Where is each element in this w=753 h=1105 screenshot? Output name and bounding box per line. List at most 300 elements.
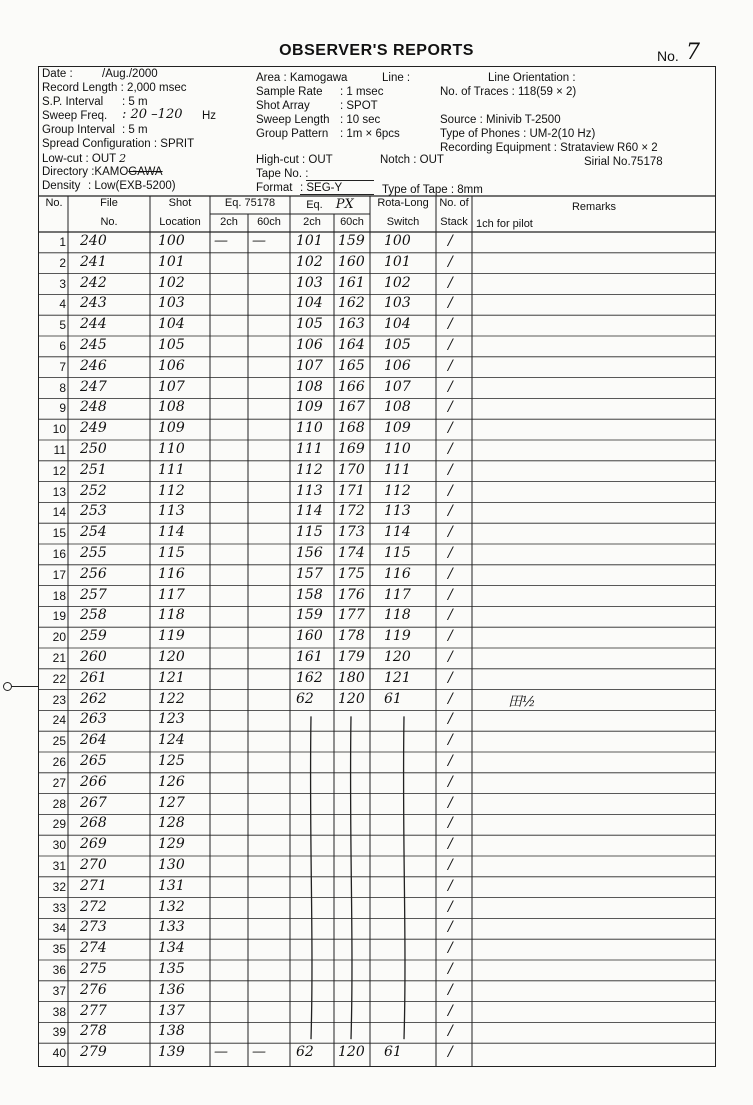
eq2-60ch-cell: 169 [338, 441, 365, 457]
stack-cell: / [448, 919, 453, 936]
shot-location-cell: 103 [158, 295, 185, 312]
sample-rate-label: Sample Rate [256, 86, 323, 98]
file-no-cell: 263 [80, 711, 107, 728]
eq2-2ch-cell: 160 [296, 628, 323, 645]
row-number-cell: 14 [52, 505, 66, 520]
rota-switch-cell: 102 [384, 274, 411, 291]
header-rota-line1: Rota-Long [377, 197, 429, 209]
file-no-cell: 247 [80, 378, 107, 395]
shot-location-cell: 117 [158, 586, 185, 603]
file-no-cell: 250 [80, 441, 107, 457]
high-cut-field: High-cut : OUT [256, 154, 333, 166]
shot-array-value: : SPOT [340, 100, 378, 112]
file-no-cell: 241 [80, 253, 107, 270]
serial-no-field: Sirial No.75178 [584, 156, 663, 168]
eq2-60ch-cell: 180 [338, 669, 365, 686]
shot-location-cell: 111 [158, 461, 185, 478]
eq2-60ch-cell: 168 [338, 420, 365, 437]
file-no-cell: 269 [80, 836, 107, 853]
record-length-label: Record Length : [42, 82, 124, 94]
row-number-cell: 4 [59, 297, 66, 312]
shot-location-cell: 131 [158, 877, 185, 894]
sp-interval-value: : 5 m [122, 96, 148, 108]
rota-switch-cell: 61 [384, 690, 402, 707]
file-no-cell: 243 [80, 295, 107, 312]
shot-location-cell: 138 [158, 1023, 185, 1040]
spread-configuration-field: Spread Configuration : SPRIT [42, 138, 195, 150]
row-number-cell: 36 [52, 963, 66, 977]
rota-switch-cell: 104 [384, 316, 411, 333]
format-label: Format [256, 182, 293, 194]
rota-switch-cell: 109 [384, 420, 411, 437]
stack-cell: / [448, 545, 453, 561]
eq2-60ch-cell: 120 [338, 1044, 365, 1061]
row-number-cell: 30 [52, 838, 66, 853]
shot-location-cell: 135 [158, 961, 185, 977]
shot-location-cell: 110 [158, 441, 185, 457]
shot-location-cell: 124 [158, 732, 185, 749]
shot-location-cell: 114 [158, 524, 185, 541]
line-field: Line : [382, 72, 411, 84]
stack-cell: / [448, 711, 453, 728]
row-number-cell: 33 [52, 900, 66, 915]
header-file-line2: No. [100, 216, 118, 228]
eq2-60ch-cell: 165 [338, 357, 365, 374]
stack-cell: / [448, 981, 453, 998]
stack-cell: / [448, 794, 453, 811]
file-no-cell: 248 [80, 399, 107, 416]
low-cut-label: Low-cut [42, 153, 83, 165]
header-eq1: Eq. 75178 [224, 197, 276, 209]
rota-switch-cell: 111 [384, 461, 411, 478]
stack-cell: / [448, 461, 453, 478]
shot-location-cell: 137 [158, 1002, 185, 1019]
shot-location-cell: 125 [158, 753, 185, 769]
eq2-2ch-cell: 106 [296, 337, 323, 353]
rota-switch-cell: 115 [384, 545, 411, 561]
date-label: Date : [42, 68, 73, 80]
row-number-cell: 25 [52, 734, 66, 749]
row-number-cell: 2 [59, 255, 66, 270]
row-number-cell: 7 [59, 359, 66, 374]
header-eq2-label: Eq. [306, 199, 323, 211]
eq2-2ch-cell: 62 [296, 690, 314, 707]
header-remarks: Remarks [571, 201, 616, 213]
eq2-2ch-cell: 113 [296, 482, 323, 499]
row-number-cell: 34 [52, 921, 66, 936]
date-value: /Aug./2000 [102, 68, 158, 80]
rota-switch-cell: 113 [384, 503, 411, 520]
row-number-cell: 31 [52, 859, 66, 873]
rota-switch-cell: 120 [384, 649, 411, 665]
density-label: Density [42, 180, 81, 192]
rota-switch-cell: 112 [384, 482, 411, 499]
eq2-2ch-cell: 103 [296, 274, 323, 291]
file-no-cell: 240 [80, 233, 107, 249]
header-eq1-2ch: 2ch [220, 216, 238, 228]
punch-hole-line [11, 686, 38, 687]
eq2-60ch-cell: 160 [338, 253, 365, 270]
file-no-cell: 270 [80, 857, 107, 873]
eq2-60ch-cell: 164 [338, 337, 365, 353]
eq2-60ch-cell: 174 [338, 545, 365, 561]
stack-cell: / [448, 1023, 453, 1040]
shot-location-cell: 128 [158, 815, 185, 832]
source-field: Source : Minivib T-2500 [440, 114, 561, 126]
row-number-cell: 8 [59, 380, 66, 395]
row-number-cell: 9 [59, 401, 66, 416]
eq2-2ch-cell: 62 [296, 1044, 314, 1061]
rota-switch-cell: 106 [384, 357, 411, 374]
sweep-freq-unit: Hz [202, 110, 217, 122]
rota-switch-cell: 101 [384, 253, 411, 270]
shot-location-cell: 123 [158, 711, 185, 728]
eq2-2ch-cell: 115 [296, 524, 323, 541]
shot-location-cell: 109 [158, 420, 185, 437]
eq2-2ch-cell: 112 [296, 461, 323, 478]
row-number-cell: 6 [59, 339, 66, 353]
stack-cell: / [448, 316, 453, 333]
file-no-cell: 249 [80, 420, 107, 437]
file-no-cell: 277 [80, 1002, 107, 1019]
rota-switch-cell: 105 [384, 337, 411, 353]
header-stack-line2: Stack [440, 216, 468, 228]
density-value: : Low(EXB-5200) [88, 180, 176, 192]
file-no-cell: 246 [80, 357, 107, 374]
stack-cell: / [448, 753, 453, 769]
shot-location-cell: 127 [158, 794, 185, 811]
eq2-2ch-cell: 157 [296, 565, 323, 582]
row-number-cell: 24 [52, 713, 66, 728]
shot-location-cell: 132 [158, 898, 185, 915]
file-no-cell: 255 [80, 545, 107, 561]
stack-cell: / [448, 898, 453, 915]
row-number-cell: 13 [52, 484, 66, 499]
header-remarks-note: 1ch for pilot [476, 218, 533, 230]
rota-switch-cell: 107 [384, 378, 411, 395]
row-number-cell: 20 [52, 630, 66, 645]
shot-location-cell: 116 [158, 565, 185, 582]
file-no-cell: 242 [80, 274, 107, 291]
eq2-2ch-cell: 158 [296, 586, 323, 603]
eq2-2ch-cell: 110 [296, 420, 323, 437]
shot-location-cell: 134 [158, 940, 185, 957]
header-no: No. [45, 197, 63, 209]
sp-interval-label: S.P. Interval [42, 96, 104, 108]
shot-location-cell: 102 [158, 274, 185, 291]
eq2-60ch-cell: 175 [338, 565, 365, 582]
eq1-60ch-cell: — [252, 1044, 266, 1061]
rota-switch-cell: 103 [384, 295, 411, 312]
remarks-cell: 田½ [508, 693, 536, 710]
row-number-cell: 26 [52, 755, 66, 769]
file-no-cell: 258 [80, 607, 107, 624]
shot-location-cell: 139 [158, 1044, 185, 1061]
file-no-cell: 257 [80, 586, 107, 603]
row-number-cell: 10 [52, 422, 66, 437]
row-number-cell: 29 [52, 817, 66, 832]
header-stack-line1: No. of [439, 197, 469, 209]
file-no-cell: 261 [80, 669, 107, 686]
shot-location-cell: 120 [158, 649, 185, 665]
record-length-value: 2,000 msec [127, 82, 187, 94]
file-no-cell: 245 [80, 337, 107, 353]
header-eq2 [290, 197, 370, 212]
ditto-stroke [311, 716, 312, 1039]
file-no-cell: 259 [80, 628, 107, 645]
shot-location-cell: 107 [158, 378, 185, 395]
eq2-60ch-cell: 161 [338, 274, 365, 291]
sample-rate-value: : 1 msec [340, 86, 384, 98]
notch-field: Notch : OUT [380, 154, 444, 166]
row-number-cell: 23 [52, 692, 66, 707]
eq2-60ch-cell: 179 [338, 649, 365, 665]
stack-cell: / [448, 420, 453, 437]
row-number-cell: 32 [52, 879, 66, 894]
header-eq2-2ch: 2ch [303, 216, 321, 228]
rota-switch-cell: 108 [384, 399, 411, 416]
eq2-2ch-cell: 162 [296, 669, 323, 686]
header-shot-line2: Location [159, 216, 201, 228]
stack-cell: / [448, 253, 453, 270]
header-file-line1: File [100, 197, 118, 209]
page-title: OBSERVER'S REPORTS [279, 42, 474, 59]
directory-label: Directory :KAMO [42, 166, 129, 178]
stack-cell: / [448, 378, 453, 395]
eq1-2ch-cell: — [214, 1044, 228, 1061]
stack-cell: / [448, 690, 453, 707]
rota-switch-cell: 114 [384, 524, 411, 541]
row-number-cell: 21 [52, 651, 66, 665]
shot-location-cell: 130 [158, 857, 185, 873]
eq2-60ch-cell: 178 [338, 628, 365, 645]
eq2-2ch-cell: 101 [296, 233, 323, 249]
header-eq1-60ch: 60ch [257, 216, 281, 228]
eq2-60ch-cell: 170 [338, 461, 365, 478]
file-no-cell: 271 [80, 877, 107, 894]
shot-location-cell: 126 [158, 773, 185, 790]
eq1-60ch-cell: — [252, 233, 266, 249]
stack-cell: / [448, 649, 453, 665]
stack-cell: / [448, 503, 453, 520]
no-of-traces-field: No. of Traces : 118(59 × 2) [440, 86, 577, 98]
tape-no-field: Tape No. : [256, 168, 309, 180]
stack-cell: / [448, 961, 453, 977]
ditto-stroke [351, 716, 352, 1039]
header-eq2-handwritten: PX [335, 197, 354, 212]
stack-cell: / [448, 1044, 453, 1061]
group-interval-value: : 5 m [122, 124, 148, 136]
rota-switch-cell: 61 [384, 1044, 402, 1061]
file-no-cell: 268 [80, 815, 107, 832]
row-number-cell: 5 [59, 318, 66, 333]
row-number-cell: 17 [52, 567, 66, 582]
stack-cell: / [448, 399, 453, 416]
stack-cell: / [448, 607, 453, 624]
shot-location-cell: 105 [158, 337, 185, 353]
eq2-2ch-cell: 102 [296, 253, 323, 270]
stack-cell: / [448, 940, 453, 957]
shot-location-cell: 108 [158, 399, 185, 416]
file-no-cell: 264 [80, 732, 107, 749]
eq2-60ch-cell: 162 [338, 295, 365, 312]
row-number-cell: 22 [52, 671, 66, 686]
file-no-cell: 266 [80, 773, 107, 790]
shot-location-cell: 121 [158, 669, 185, 686]
rota-switch-cell: 100 [384, 233, 411, 249]
eq2-60ch-cell: 173 [338, 524, 365, 541]
shot-location-cell: 113 [158, 503, 185, 520]
eq2-60ch-cell: 163 [338, 316, 365, 333]
file-no-cell: 244 [80, 316, 107, 333]
directory-struck-text: GAWA [128, 166, 163, 178]
row-number-cell: 35 [52, 942, 66, 957]
sweep-length-label: Sweep Length [256, 114, 330, 126]
row-number-cell: 16 [52, 547, 66, 561]
stack-cell: / [448, 1002, 453, 1019]
rota-switch-cell: 118 [384, 607, 411, 624]
type-of-phones-field: Type of Phones : UM-2(10 Hz) [440, 128, 596, 140]
file-no-cell: 265 [80, 753, 107, 769]
header-rota-line2: Switch [386, 216, 420, 228]
eq2-2ch-cell: 105 [296, 316, 323, 333]
stack-cell: / [448, 441, 453, 457]
report-no-value: 7 [686, 40, 700, 65]
file-no-cell: 251 [80, 461, 107, 478]
line-orientation-field: Line Orientation : [488, 72, 576, 84]
stack-cell: / [448, 732, 453, 749]
eq2-2ch-cell: 114 [296, 503, 323, 520]
shot-location-cell: 112 [158, 482, 185, 499]
file-no-cell: 256 [80, 565, 107, 582]
sweep-freq-value: : 20 –120 [122, 107, 183, 122]
stack-cell: / [448, 836, 453, 853]
report-no-label: No. [657, 48, 679, 64]
group-pattern-label: Group Pattern [256, 128, 329, 140]
eq2-2ch-cell: 156 [296, 545, 323, 561]
file-no-cell: 276 [80, 981, 107, 998]
rota-switch-cell: 121 [384, 669, 411, 686]
shot-array-label: Shot Array [256, 100, 310, 112]
stack-cell: / [448, 628, 453, 645]
shot-location-cell: 133 [158, 919, 185, 936]
row-number-cell: 28 [52, 796, 66, 811]
rota-switch-cell: 116 [384, 565, 411, 582]
stack-cell: / [448, 877, 453, 894]
file-no-cell: 274 [80, 940, 107, 957]
type-of-tape-field: Type of Tape : 8mm [382, 184, 483, 196]
shot-location-cell: 136 [158, 981, 185, 998]
stack-cell: / [448, 524, 453, 541]
eq2-2ch-cell: 107 [296, 357, 323, 374]
sweep-length-value: : 10 sec [340, 114, 381, 126]
eq2-60ch-cell: 166 [338, 378, 365, 395]
eq2-60ch-cell: 177 [338, 607, 365, 624]
eq2-2ch-cell: 111 [296, 441, 323, 457]
eq2-2ch-cell: 161 [296, 649, 323, 665]
file-no-cell: 254 [80, 524, 107, 541]
eq2-2ch-cell: 108 [296, 378, 323, 395]
eq2-60ch-cell: 172 [338, 503, 365, 520]
eq2-2ch-cell: 104 [296, 295, 323, 312]
low-cut-handwritten: 2 [119, 152, 127, 165]
shot-location-cell: 104 [158, 316, 185, 333]
eq2-60ch-cell: 120 [338, 690, 365, 707]
row-number-cell: 15 [52, 526, 66, 541]
shot-location-cell: 119 [158, 628, 185, 645]
stack-cell: / [448, 337, 453, 353]
stack-cell: / [448, 482, 453, 499]
file-no-cell: 252 [80, 482, 107, 499]
eq2-60ch-cell: 159 [338, 233, 365, 249]
file-no-cell: 267 [80, 794, 107, 811]
row-number-cell: 40 [52, 1046, 66, 1061]
file-no-cell: 260 [80, 649, 107, 665]
group-interval-label: Group Interval [42, 124, 115, 136]
file-no-cell: 278 [80, 1023, 107, 1040]
shot-location-cell: 118 [158, 607, 185, 624]
header-eq2-60ch: 60ch [340, 216, 364, 228]
shot-location-cell: 100 [158, 233, 185, 249]
header-shot-line1: Shot [168, 197, 192, 209]
eq1-2ch-cell: — [214, 233, 228, 249]
row-number-cell: 3 [59, 276, 66, 291]
stack-cell: / [448, 773, 453, 790]
file-no-cell: 272 [80, 898, 107, 915]
shot-location-cell: 129 [158, 836, 185, 853]
row-number-cell: 39 [52, 1025, 66, 1040]
file-no-cell: 253 [80, 503, 107, 520]
shot-location-cell: 122 [158, 690, 185, 707]
rota-switch-cell: 117 [384, 586, 411, 603]
stack-cell: / [448, 669, 453, 686]
row-number-cell: 27 [52, 775, 66, 790]
row-number-cell: 19 [52, 609, 66, 624]
rota-switch-cell: 110 [384, 441, 411, 457]
file-no-cell: 273 [80, 919, 107, 936]
stack-cell: / [448, 357, 453, 374]
stack-cell: / [448, 233, 453, 249]
stack-cell: / [448, 565, 453, 582]
eq2-60ch-cell: 171 [338, 482, 365, 499]
shot-location-cell: 106 [158, 357, 185, 374]
stack-cell: / [448, 815, 453, 832]
eq2-60ch-cell: 167 [338, 399, 365, 416]
file-no-cell: 279 [80, 1044, 107, 1061]
sweep-freq-label: Sweep Freq. [42, 110, 108, 122]
eq2-60ch-cell: 176 [338, 586, 365, 603]
row-number-cell: 38 [52, 1004, 66, 1019]
group-pattern-value: : 1m × 6pcs [340, 128, 400, 140]
eq2-2ch-cell: 109 [296, 399, 323, 416]
shot-location-cell: 101 [158, 253, 185, 270]
stack-cell: / [448, 274, 453, 291]
recording-equipment-field: Recording Equipment : Strataview R60 × 2 [440, 142, 658, 154]
file-no-cell: 262 [80, 690, 107, 707]
row-number-cell: 18 [52, 588, 66, 603]
area-field: Area : Kamogawa [256, 72, 348, 84]
format-value: : SEG-Y [300, 182, 343, 194]
row-number-cell: 12 [52, 463, 66, 478]
low-cut-value: : OUT [85, 153, 116, 165]
file-no-cell: 275 [80, 961, 107, 977]
stack-cell: / [448, 295, 453, 312]
shot-location-cell: 115 [158, 545, 185, 561]
ditto-stroke [404, 716, 405, 1039]
row-number-cell: 37 [52, 983, 66, 998]
row-number-cell: 11 [53, 443, 66, 457]
rota-switch-cell: 119 [384, 628, 411, 645]
